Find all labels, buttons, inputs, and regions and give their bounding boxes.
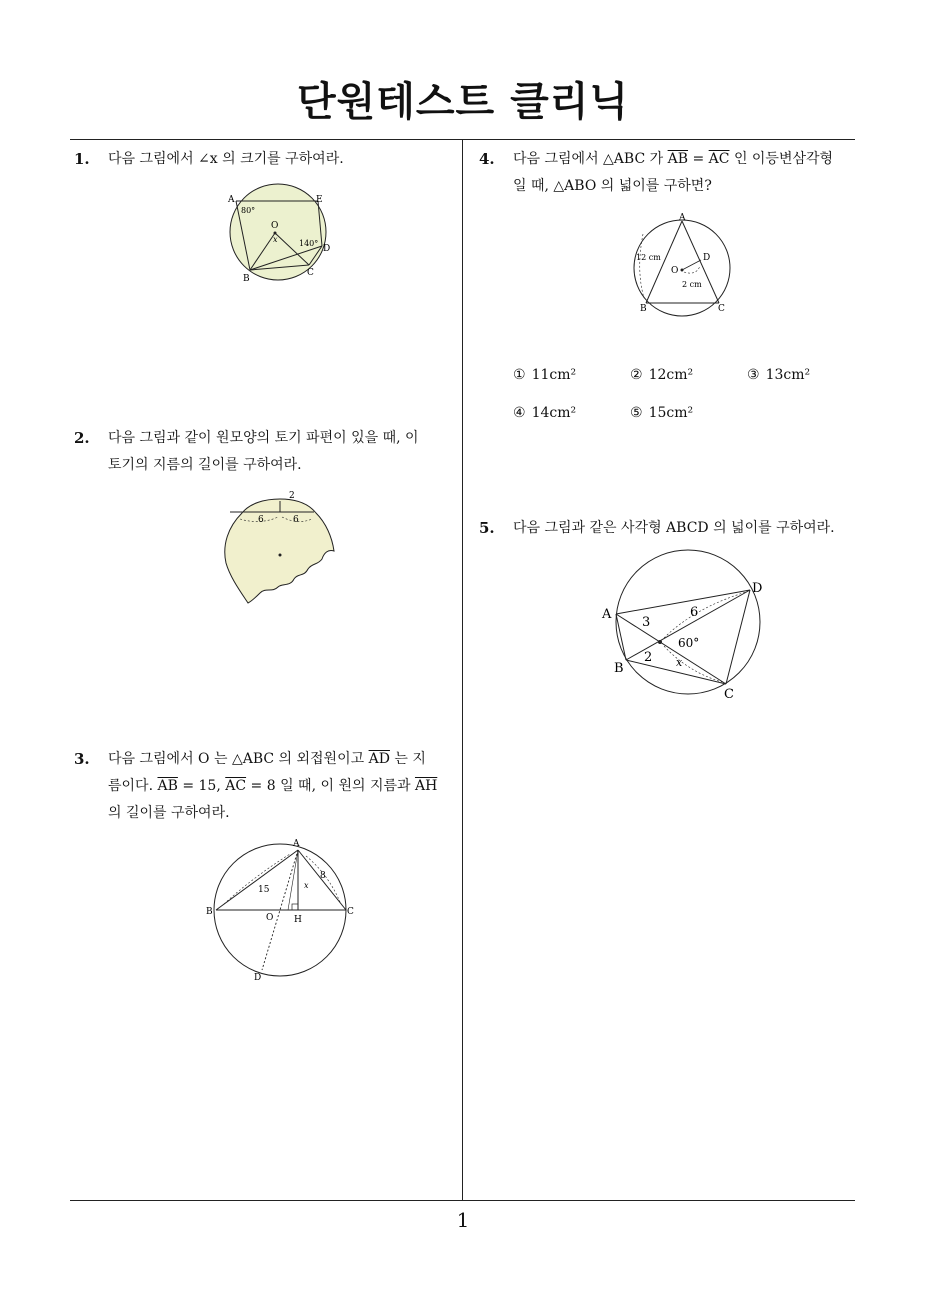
question-number: 5. [479, 519, 495, 537]
point-o-label: O [671, 266, 679, 276]
length-bp-label: 2 [644, 650, 653, 665]
figure-2-pottery-fragment [220, 487, 340, 605]
question-number: 1. [74, 150, 90, 168]
question-text-line-1: 다음 그림과 같이 원모양의 토기 파편이 있을 때, 이 [108, 430, 419, 446]
page-title: 단원테스트 클리닉 [296, 79, 630, 125]
point-c-label: C [718, 304, 725, 314]
question-number: 4. [479, 150, 495, 168]
side-ab-label: 15 [258, 885, 270, 895]
point-d-label: D [752, 581, 763, 596]
bottom-divider [70, 1200, 855, 1201]
choice-1[interactable]: ① 11cm² [513, 367, 577, 383]
figure-4-isosceles-triangle [626, 210, 738, 322]
length-x-label: x [676, 656, 683, 669]
point-c-label: C [724, 687, 734, 702]
side-ac-label: 8 [320, 871, 326, 881]
angle-label: 60° [678, 636, 700, 650]
side-label: 12 cm [636, 253, 661, 262]
question-text: 다음 그림에서 ∠x 의 크기를 구하여라. [108, 151, 344, 167]
length-ap-label: 3 [642, 615, 651, 630]
point-b-label: B [614, 661, 624, 676]
point-c-label: C [307, 268, 314, 278]
point-a-label: A [602, 607, 612, 622]
question-text: 다음 그림과 같은 사각형 ABCD 의 넓이를 구하여라. [513, 520, 835, 536]
segment-ab: $\overline{AB}$ [667, 151, 689, 167]
segment-ac: $\overline{AC}$ [225, 778, 247, 794]
question-text-line-2: 일 때, △ABO 의 넓이를 구하면? [513, 178, 712, 194]
segment-ac: $\overline{AC}$ [708, 151, 730, 167]
choice-2[interactable]: ② 12cm² [630, 367, 694, 383]
sagitta-label: 2 [289, 491, 295, 501]
point-b-label: B [243, 274, 250, 284]
choice-3[interactable]: ③ 13cm² [747, 367, 811, 383]
question-text-line-2: 토기의 지름의 길이를 구하여라. [108, 457, 302, 473]
point-o-label: O [271, 221, 279, 231]
point-h-label: H [294, 915, 302, 925]
point-d-label: D [323, 244, 331, 254]
point-d-label: D [703, 253, 711, 263]
question-2 [74, 425, 459, 479]
page-number: 1 [456, 1208, 470, 1232]
choice-5[interactable]: ⑤ 15cm² [630, 405, 694, 421]
question-number: 3. [74, 750, 90, 768]
figure-5-cyclic-quadrilateral [598, 548, 770, 704]
point-a-label: A [293, 839, 300, 849]
od-length-label: 2 cm [682, 280, 702, 289]
angle-a-label: 80° [241, 206, 256, 215]
segment-ah: $\overline{AH}$ [414, 778, 438, 794]
length-dp-label: 6 [690, 605, 699, 620]
segment-ab: $\overline{AB}$ [157, 778, 178, 794]
figure-3-circumscribed-triangle [202, 834, 362, 986]
figure-1-inscribed-angles [220, 178, 340, 288]
point-c-label: C [347, 907, 354, 917]
point-a-label: A [679, 213, 686, 223]
point-b-label: B [640, 304, 647, 314]
choice-4[interactable]: ④ 14cm² [513, 405, 577, 421]
question-5 [479, 515, 869, 542]
angle-x-label: x [273, 235, 278, 244]
question-1 [74, 146, 459, 173]
question-text-line-3: 의 길이를 구하여라. [108, 805, 230, 821]
question-text-line-1: 다음 그림에서 △ABC 가 $\overline{AB} = \overline{AC}$ 인 이등변삼각형 [513, 151, 834, 167]
question-number: 2. [74, 429, 90, 447]
segment-ad: $\overline{AD}$ [368, 751, 390, 767]
question-3 [74, 746, 459, 827]
point-e-label: E [316, 195, 323, 205]
point-a-label: A [228, 195, 235, 205]
length-x-label: x [304, 881, 309, 890]
question-text-line-1: 다음 그림에서 O 는 △ABC 의 외접원이고 $\overline{AD}$ 는 지 [108, 751, 426, 767]
question-4 [479, 146, 864, 200]
question-text-line-2: 름이다. $\overline{AB} = 15$, $\overline{AC} = 8$ 일 때, 이 원의 지름과 $\overline{AH}$ [108, 778, 438, 794]
column-divider [462, 139, 463, 1200]
point-b-label: B [206, 907, 213, 917]
point-d-label: D [254, 973, 262, 983]
point-o-label: O [266, 913, 274, 923]
half-chord-left-label: 6 [258, 515, 264, 525]
angle-d-label: 140° [299, 239, 319, 248]
half-chord-right-label: 6 [293, 515, 299, 525]
